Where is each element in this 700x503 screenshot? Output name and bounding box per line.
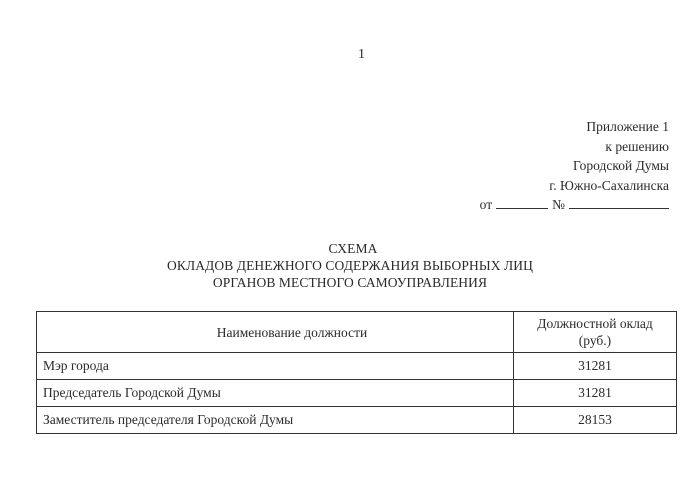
title-line-1: СХЕМА [328,241,378,256]
position-cell: Заместитель председателя Городской Думы [37,407,514,434]
document-title [0,240,700,291]
salary-cell: 31281 [514,353,677,380]
appendix-decision: к решению [605,138,669,154]
appendix-city: г. Южно-Сахалинска [549,177,669,193]
position-cell: Мэр города [37,353,514,380]
table-row [37,407,677,434]
page-number: 1 [358,47,365,62]
salary-table [36,311,677,434]
date-label: от [479,197,493,212]
date-blank [496,196,548,209]
title-line-3: ОРГАНОВ МЕСТНОГО САМОУПРАВЛЕНИЯ [212,275,488,290]
table-row [37,380,677,407]
title-line-2: ОКЛАДОВ ДЕНЕЖНОГО СОДЕРЖАНИЯ ВЫБОРНЫХ ЛИЦ [166,258,534,273]
header-salary-label: Должностной оклад [537,316,653,331]
salary-cell: 31281 [514,380,677,407]
table-row [37,353,677,380]
header-salary-unit: (руб.) [578,333,612,348]
appendix-block [480,117,669,215]
appendix-date-number-line [480,195,669,215]
header-salary [514,312,677,353]
appendix-council: Городской Думы [573,158,669,173]
number-label: № [552,197,565,212]
number-blank [569,196,669,209]
table-header-row [37,312,677,353]
appendix-title: Приложение 1 [586,119,669,134]
position-cell: Председатель Городской Думы [37,380,514,407]
salary-cell: 28153 [514,407,677,434]
header-position: Наименование должности [37,312,514,353]
